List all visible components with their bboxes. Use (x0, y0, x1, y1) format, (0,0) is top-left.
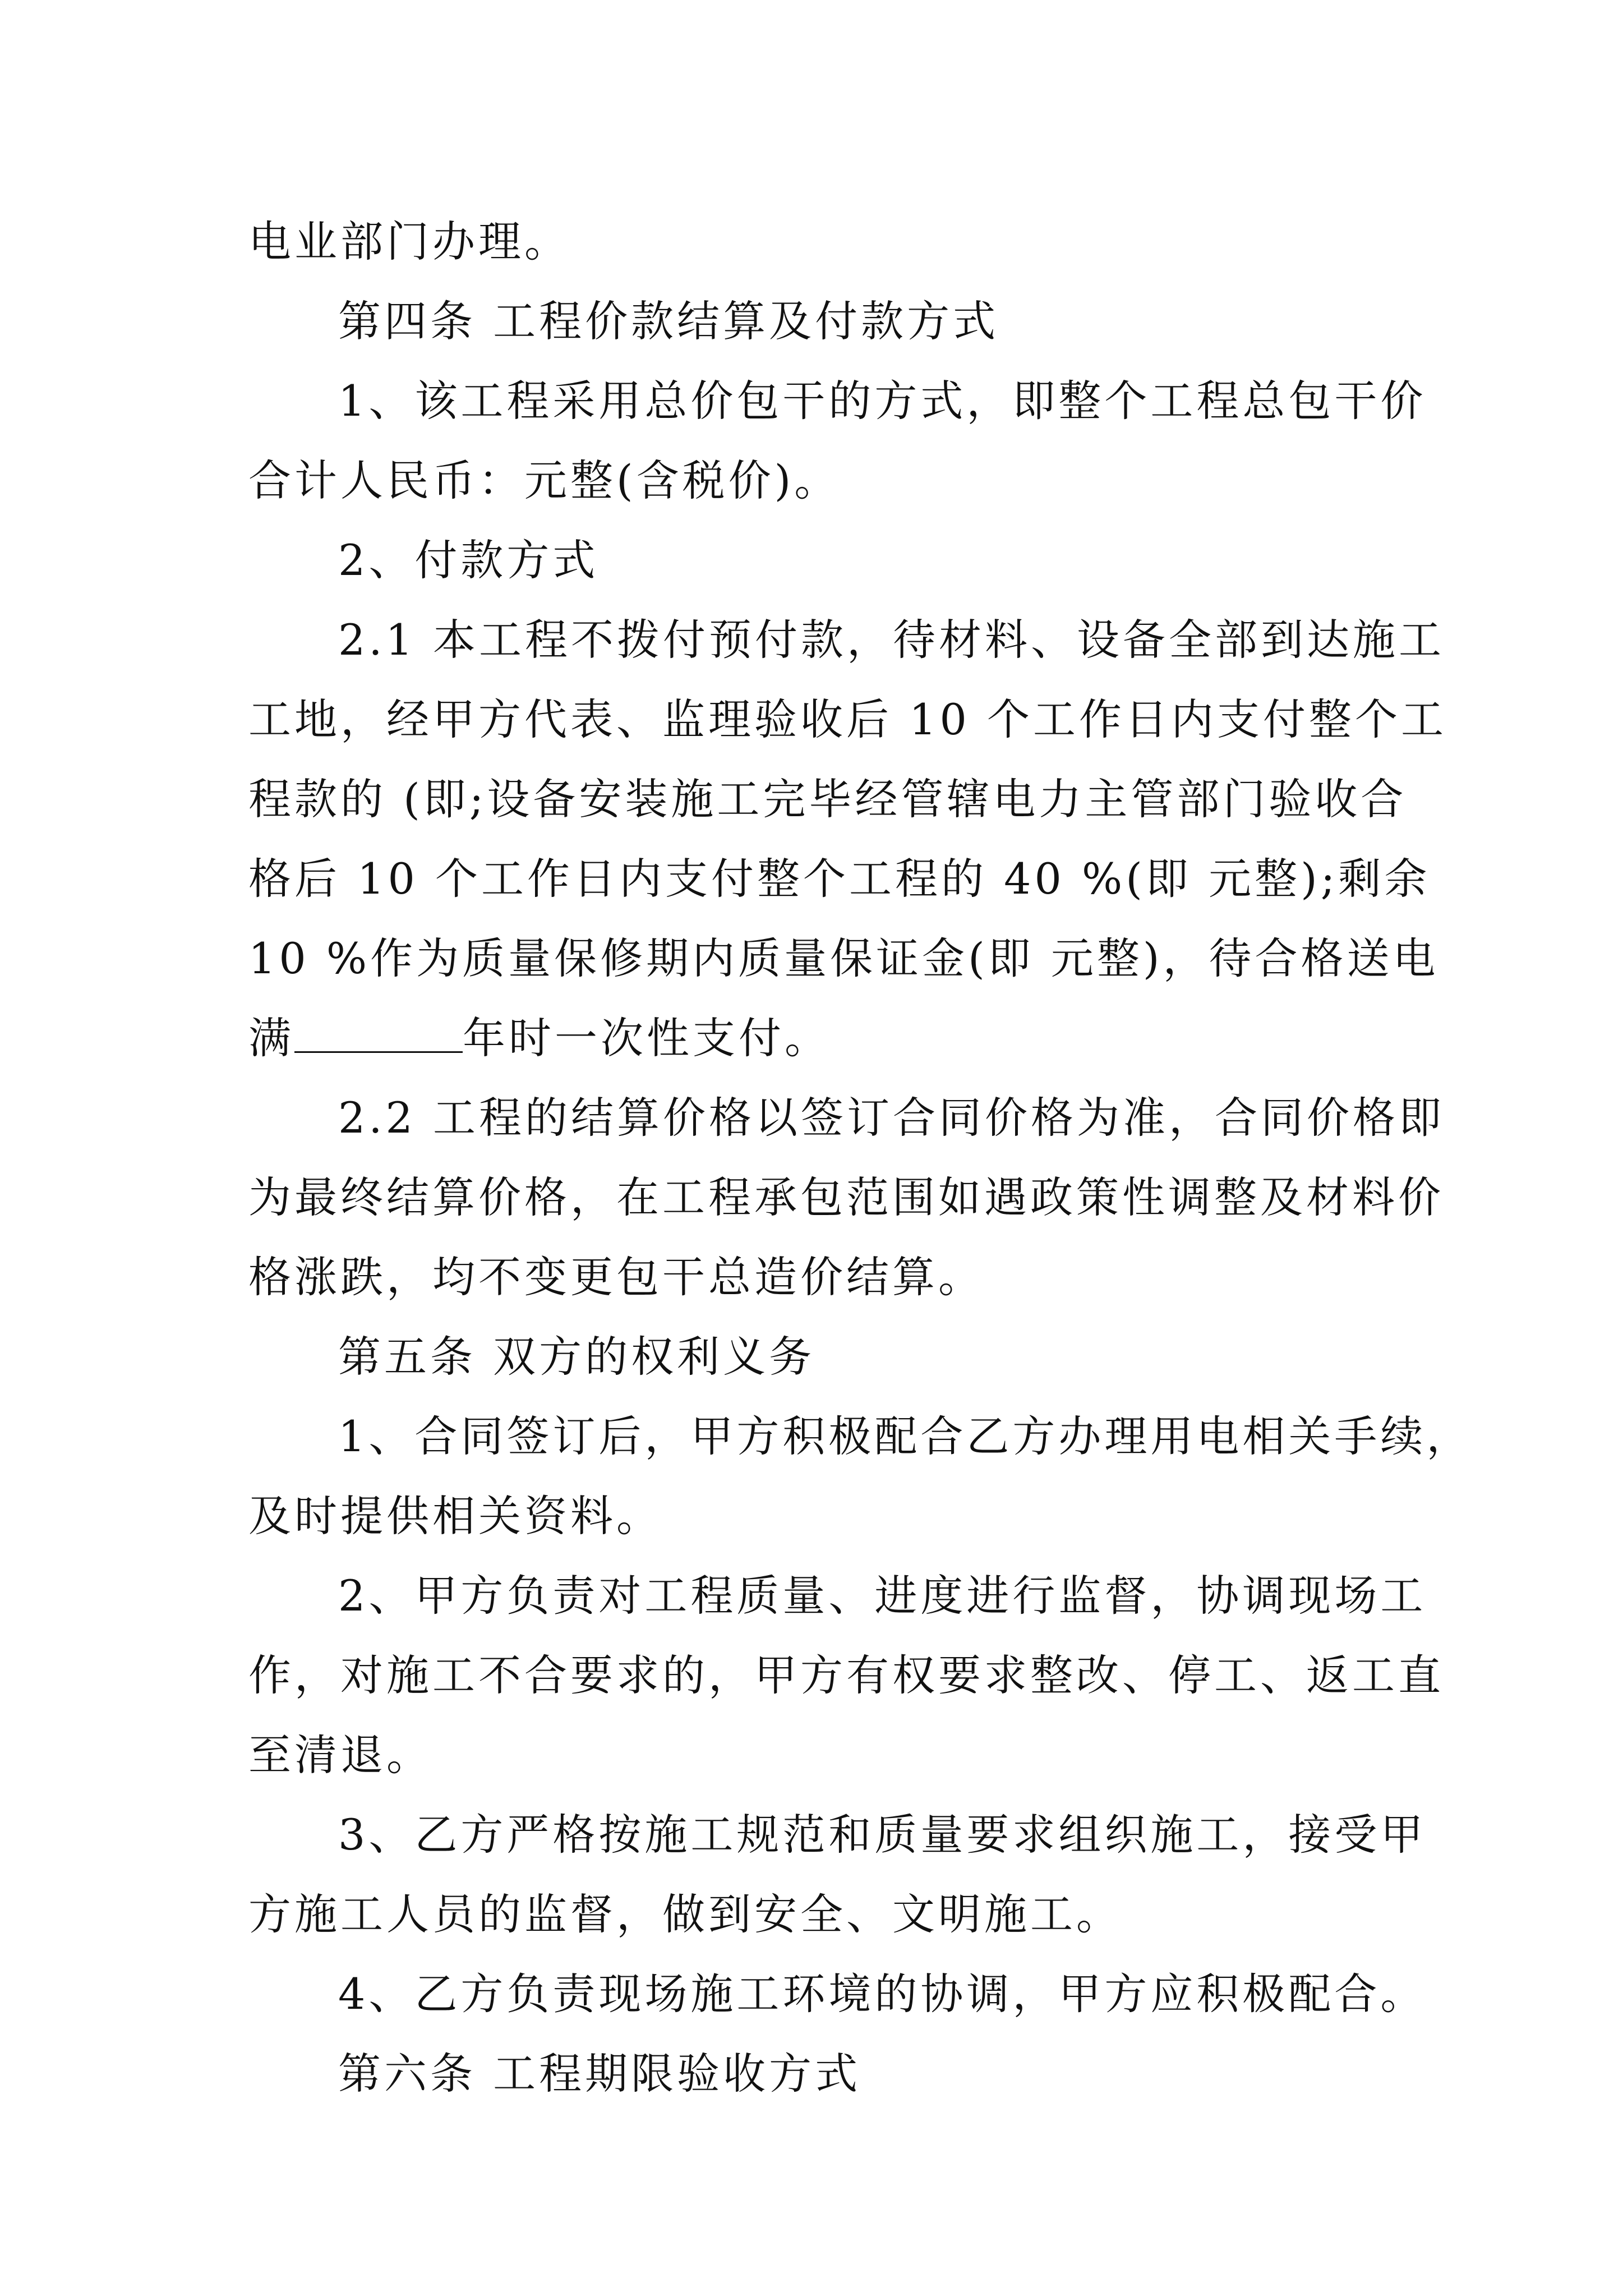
text-line: 1、合同签订后，甲方积极配合乙方办理用电相关手续， (338, 1411, 1473, 1461)
text-line: 电业部门办理。 (248, 217, 570, 266)
text-segment: 年时一次性支付。 (463, 1013, 831, 1063)
fill-in-blank (294, 1012, 463, 1053)
text-line: 程款的 (即;设备安装施工完毕经管辖电力主管部门验收合 (248, 774, 1407, 824)
text-line: 及时提供相关资料。 (248, 1491, 662, 1541)
section-heading-article-6: 第六条 工程期限验收方式 (338, 2049, 861, 2099)
text-line: 3、乙方严格按施工规范和质量要求组织施工，接受甲 (338, 1810, 1427, 1860)
text-line: 2、甲方负责对工程质量、进度进行监督，协调现场工 (338, 1571, 1427, 1621)
text-line: 格后 10 个工作日内支付整个工程的 40 %(即 元整);剩余 (248, 854, 1431, 904)
text-line: 2.1 本工程不拨付预付款，待材料、设备全部到达施工 (338, 615, 1445, 665)
section-heading-article-4: 第四条 工程价款结算及付款方式 (338, 296, 999, 346)
text-line: 10 %作为质量保修期内质量保证金(即 元整)，待合格送电 (248, 933, 1439, 983)
text-line: 工地，经甲方代表、监理验收后 10 个工作日内支付整个工 (248, 694, 1447, 744)
text-line: 方施工人员的监督，做到安全、文明施工。 (248, 1889, 1122, 1939)
text-segment: 满 (248, 1013, 294, 1063)
text-line-with-blank (248, 999, 1393, 1078)
subheading-payment-method: 2、付款方式 (338, 535, 599, 585)
text-line: 合计人民币：元整(含税价)。 (248, 455, 841, 505)
text-line: 4、乙方负责现场施工环境的协调，甲方应积极配合。 (338, 1969, 1427, 2019)
document-body (248, 202, 1473, 2114)
text-line: 1、该工程采用总价包干的方式，即整个工程总包干价 (338, 376, 1427, 426)
text-line: 格涨跌，均不变更包干总造价结算。 (248, 1252, 984, 1302)
text-line: 为最终结算价格，在工程承包范围如遇政策性调整及材料价 (248, 1172, 1444, 1222)
text-line: 至清退。 (248, 1730, 432, 1780)
text-line: 2.2 工程的结算价格以签订合同价格为准，合同价格即 (338, 1093, 1445, 1143)
text-line: 作，对施工不合要求的，甲方有权要求整改、停工、返工直 (248, 1650, 1444, 1700)
section-heading-article-5: 第五条 双方的权利义务 (338, 1332, 815, 1382)
